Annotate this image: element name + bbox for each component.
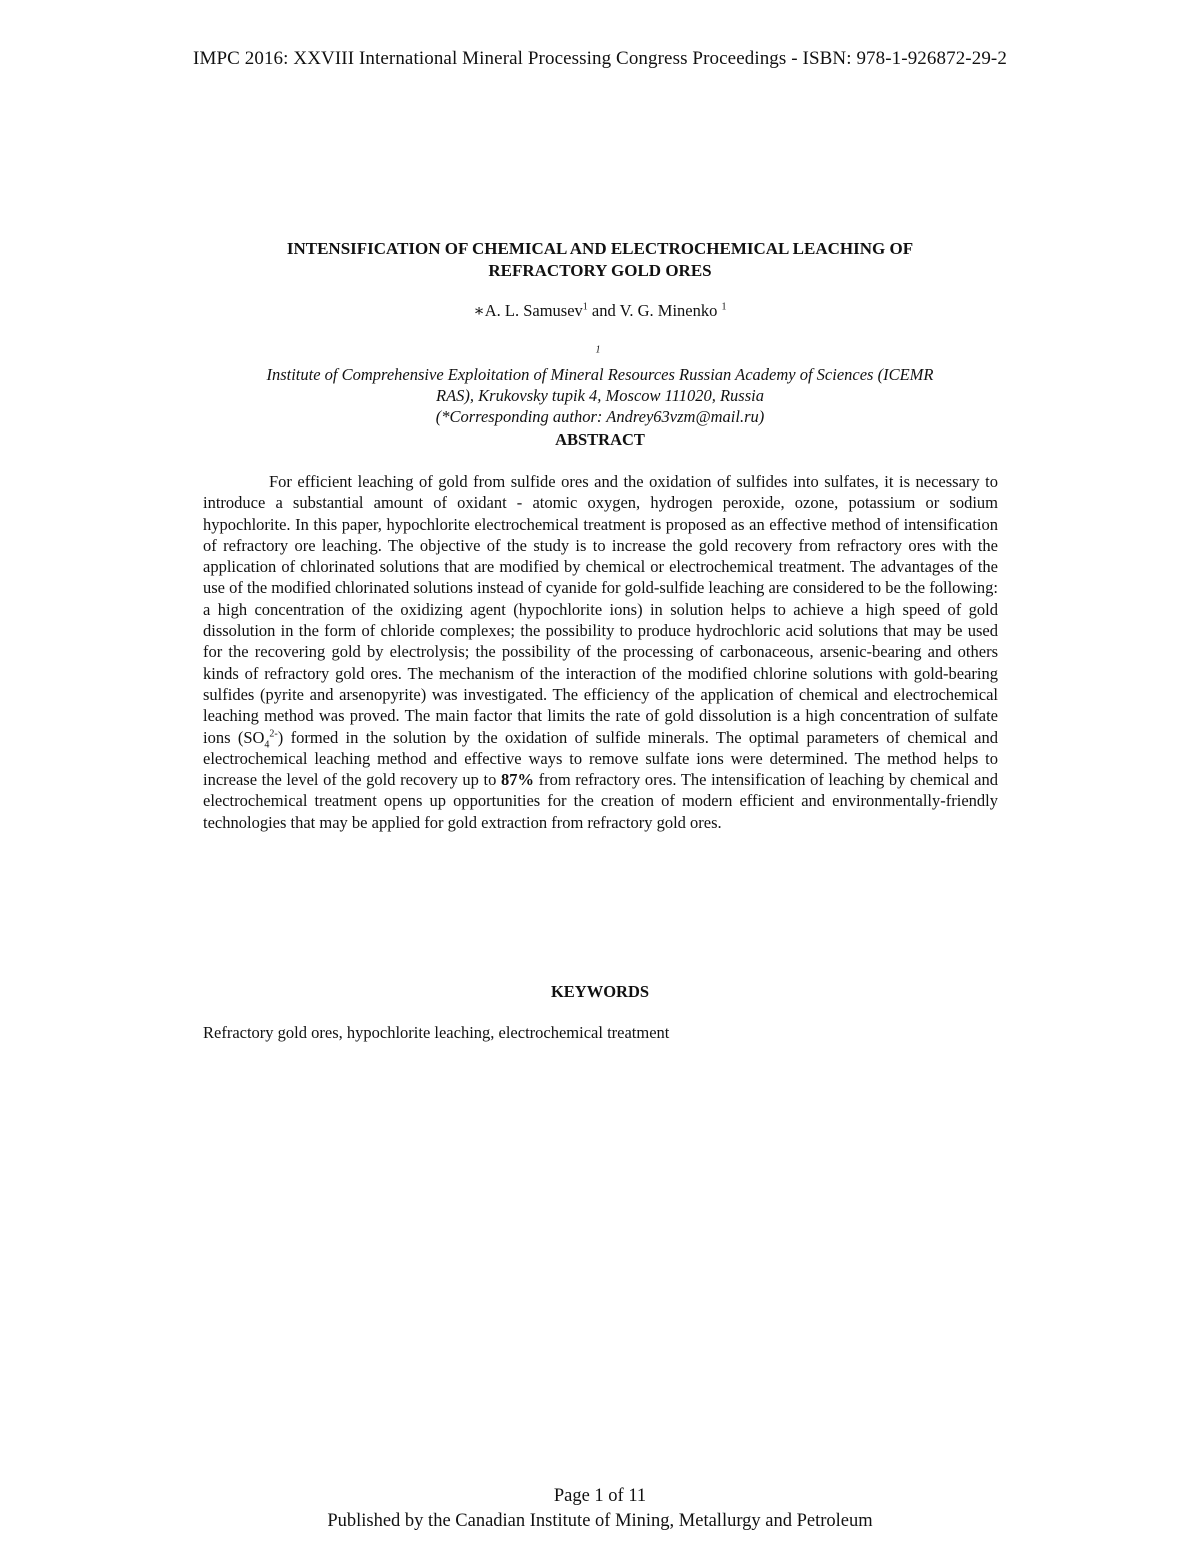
author-connector: and (587, 301, 620, 320)
abstract-text: For efficient leaching of gold from sulfide ores and the oxidation of sulfides into sulfates, it is necessary to introduce a substantial amount of oxidant - atomic oxygen, hydrogen peroxide, ozone, potassium or sodium hypochlorite. In this paper, hypochlorite electrochemical treatment is proposed as an effective method of intensification of refractory ore leaching. The objective of the study is to increase the gold recovery from refractory ores with the application of chlorinated solutions that are modified by chemical or electrochemical treatment. The advantages of the use of the modified chlorinated solutions instead of cyanide for gold-sulfide leaching are considered to be the following: a high concentration of the oxidizing agent (hypochlorite ions) in solution helps to achieve a high speed of gold dissolution in the form of chloride complexes; the possibility to produce hydrochloric acid solutions that may be used for the recovering gold by electrolysis; the possibility of the processing of carbonaceous, arsenic-bearing and others kinds of refractory gold ores. The mechanism of the interaction of the modified chlorine solutions with gold-bearing sulfides (pyrite and arsenopyrite) was investigated. The efficiency of the application of chemical and electrochemical leaching method was proved. The main factor that limits the rate of gold dissolution is a high concentration of sulfate ions $(SO_4^{2-})$ formed in the solution by the oxidation of sulfide minerals. The optimal parameters of chemical and electrochemical leaching method and effective ways to remove sulfate ions were determined. The method helps to increase the level of the gold recovery up to 87% from refractory ores. The intensification of leaching by chemical and electrochemical treatment opens up opportunities for the creation of modern efficient and environmentally-friendly technologies that may be applied for gold extraction from refractory gold ores. (203, 472, 999, 832)
paper-title-line: INTENSIFICATION OF CHEMICAL AND ELECTROCHEMICAL LEACHING OF (286, 239, 914, 258)
affiliation (200, 343, 1000, 427)
affiliation-marker: 1 (721, 301, 727, 313)
corresponding-author-mark: ∗ (473, 301, 485, 320)
keywords-text: Refractory gold ores, hypochlorite leaching, electrochemical treatment (203, 1023, 670, 1042)
paper-title-line: REFRACTORY GOLD ORES (488, 261, 712, 280)
publisher-line: Published by the Canadian Institute of Mining, Metallurgy and Petroleum (327, 1511, 873, 1531)
abstract-heading: ABSTRACT (555, 430, 645, 449)
corresponding-author-contact: (*Corresponding author: Andrey63vzm@mail.ru) (435, 407, 765, 426)
author-list (200, 301, 1000, 321)
gold-recovery-value: 87% (500, 770, 534, 790)
affiliation-marker: 1 (595, 344, 601, 356)
affiliation-line: $^1$ Institute of Comprehensive Exploitation of Mineral Resources Russian Academy of Sciences (ICEMR (266, 344, 934, 384)
author-name: A. L. Samusev (484, 301, 583, 320)
running-header: IMPC 2016: XXVIII International Mineral Processing Congress Proceedings - ISBN: 978-1-926872-29-2 (193, 48, 1007, 69)
paper-title (200, 238, 1000, 282)
affiliation-line: RAS), Krukovsky tupik 4, Moscow 111020, Russia (436, 386, 764, 405)
page-number: Page 1 of 11 (553, 1486, 647, 1506)
author-name: V. G. Minenko (619, 301, 722, 320)
sulfate-charge: 2- (269, 728, 278, 740)
sulfate-subscript: 4 (264, 738, 270, 750)
affiliation-marker: 1 (582, 301, 588, 313)
keywords-heading: KEYWORDS (550, 982, 650, 1001)
